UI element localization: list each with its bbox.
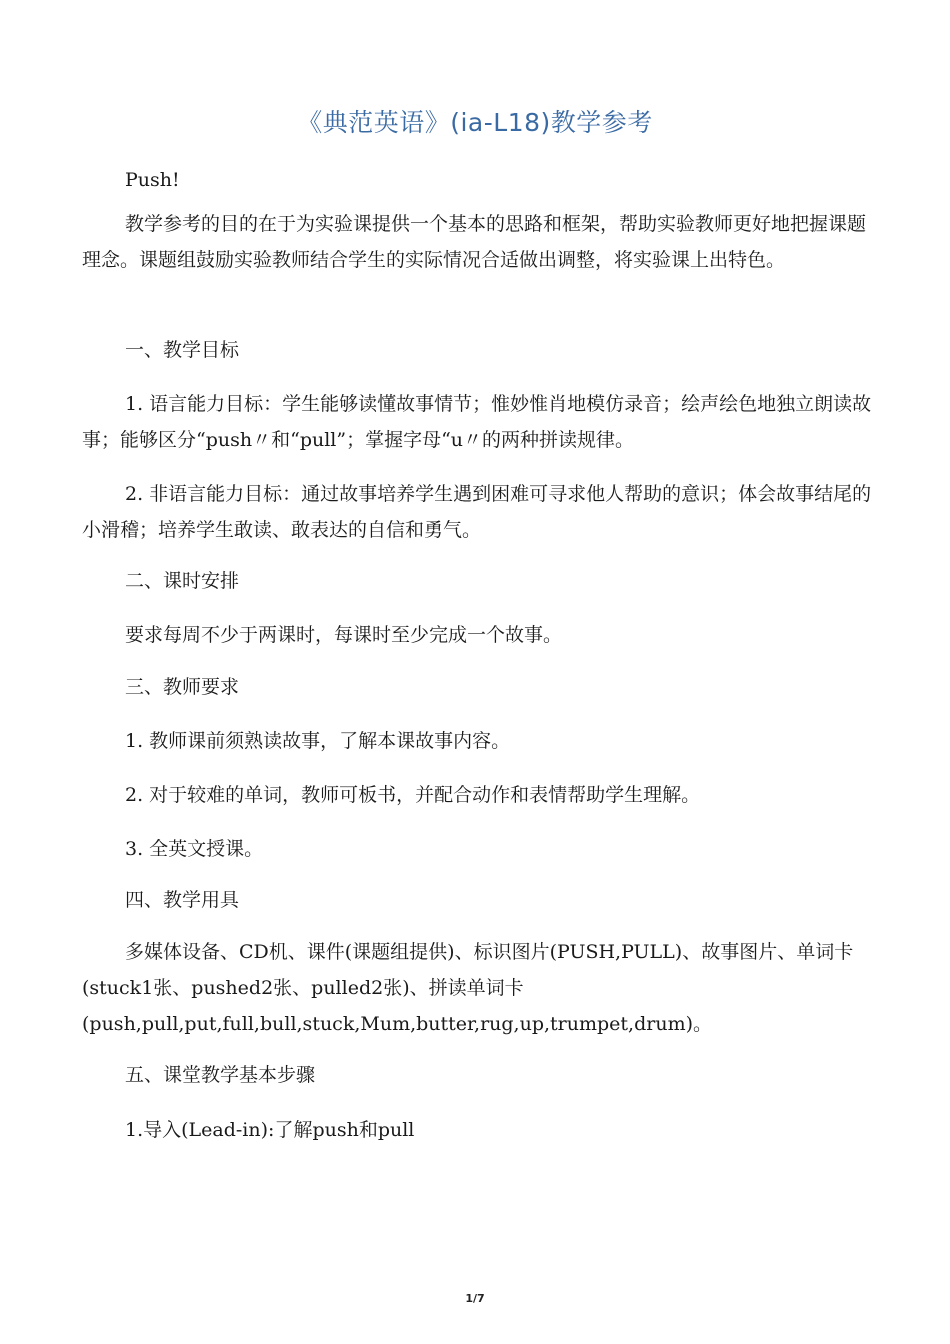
document-subtitle: Push! <box>125 169 180 191</box>
tools-text: 多媒体设备、CD机、课件(课题组提供)、标识图片(PUSH,PULL)、故事图片、单词卡(stuck1张、pushed2张、pulled2张)、拼读单词卡(push,pull,put,full,bull,stuck,Mum,butter,rug,up,trumpet,drum)。 <box>82 941 854 1035</box>
section-heading-teacher: 三、教师要求 <box>125 676 240 698</box>
teacher-item-2: 2. 对于较难的单词，教师可板书，并配合动作和表情帮助学生理解。 <box>125 784 701 806</box>
section-heading-tools: 四、教学用具 <box>125 889 240 911</box>
goal-item-nonlanguage: 2. 非语言能力目标：通过故事培养学生遇到困难可寻求他人帮助的意识；体会故事结尾的小滑稽；培养学生敢读、敢表达的自信和勇气。 <box>82 483 872 541</box>
section-heading-goals: 一、教学目标 <box>125 339 240 361</box>
teacher-item-1: 1. 教师课前须熟读故事，了解本课故事内容。 <box>125 730 511 752</box>
section-heading-steps: 五、课堂教学基本步骤 <box>125 1064 316 1086</box>
teacher-item-3: 3. 全英文授课。 <box>125 838 264 860</box>
page-number: 1/7 <box>465 1292 485 1305</box>
document-title: 《典范英语》(ia-L18)教学参考 <box>297 108 653 137</box>
section-heading-schedule: 二、课时安排 <box>125 570 240 592</box>
goal-item-language: 1. 语言能力目标：学生能够读懂故事情节；惟妙惟肖地模仿录音；绘声绘色地独立朗读故事；能够区分“push〃和“pull”；掌握字母“u〃的两种拼读规律。 <box>82 393 872 451</box>
step-1: 1.导入(Lead-in):了解push和pull <box>125 1119 415 1141</box>
intro-paragraph: 教学参考的目的在于为实验课提供一个基本的思路和框架，帮助实验教师更好地把握课题理念。课题组鼓励实验教师结合学生的实际情况合适做出调整，将实验课上出特色。 <box>82 213 867 271</box>
schedule-text: 要求每周不少于两课时，每课时至少完成一个故事。 <box>125 624 563 646</box>
